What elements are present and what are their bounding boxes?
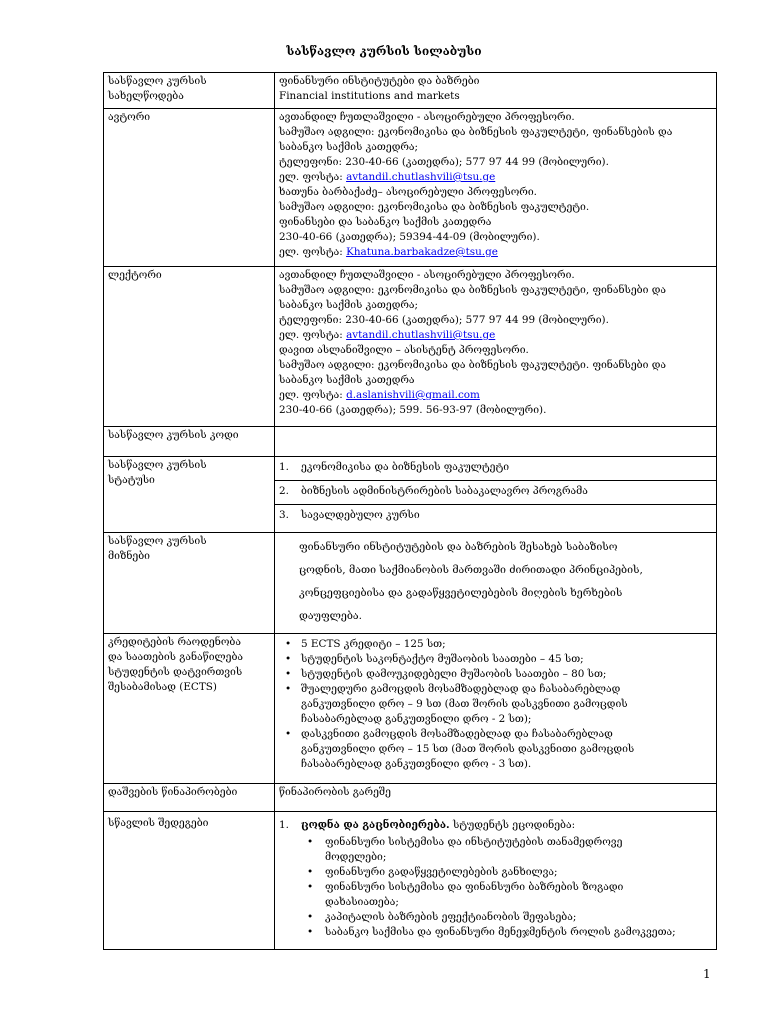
label-prerequisites: დაშვების წინაპირობები [104, 784, 275, 812]
author-email-link-2[interactable]: Khatuna.barbakadze@tsu.ge [346, 246, 498, 258]
list-item: • ფინანსური სისტემისა და ფინანსური ბაზრების ზოგადი დახასიათება; [279, 880, 712, 910]
row-author [104, 109, 717, 267]
row-prerequisites [104, 784, 717, 812]
list-item: • 5 ECTS კრედიტი – 125 სთ; [279, 637, 712, 652]
list-item: • დასკვნითი გამოცდის მოსამზადებლად და ჩასაბარებლად განკუთვნილი დრო – 15 სთ (მათ შორის დასკვნითი გამოცდის ჩასაბარებლად განკუთვნილი დრო - 3 სთ). [279, 727, 712, 772]
author-email-link-1[interactable]: avtandil.chutlashvili@tsu.ge [346, 171, 496, 183]
row-lecturer [104, 267, 717, 427]
row-course-name [104, 73, 717, 109]
value-author: ავთანდილ ჩუთლაშვილი - ასოცირებული პროფესორი. სამუშაო ადგილი: ეკონომიკისა და ბიზნესის ფაკულტეტი, ფინანსების და საბანკო საქმის კათედრა; ტელეფონი: 230-40-66 (კათედრა); 577 97 44 99 (მობილური). ელ. ფოსტა: avtandil.chutlashvili@tsu.ge ხათუნა ბარბაქაძე– ასოცირებული პროფესორი. სამუშაო ადგილი: ეკონომიკისა და ბიზნესის ფაკულტეტი. ფინანსები და საბანკო საქმის კათედრა 230-40-66 (კათედრა); 59394-44-09 (მობილური). ელ. ფოსტა: Khatuna.barbakadze@tsu.ge [275, 109, 717, 267]
label-goals: სასწავლო კურსის მიზნები [104, 533, 275, 634]
credits-list [279, 637, 712, 772]
status-item-2: 2. ბიზნესის ადმინისტრირების საბაკალავრო პროგრამა [275, 481, 717, 505]
value-course-code [275, 427, 717, 457]
label-course-code: სასწავლო კურსის კოდი [104, 427, 275, 457]
label-author: ავტორი [104, 109, 275, 267]
lecturer-email-link-2[interactable]: d.aslanishvili@gmail.com [346, 389, 480, 401]
lecturer-email-link-1[interactable]: avtandil.chutlashvili@tsu.ge [346, 329, 496, 341]
row-course-code [104, 427, 717, 457]
syllabus-table [103, 72, 717, 950]
value-course-name: ფინანსური ინსტიტუტები და ბაზრები Financial institutions and markets [275, 73, 717, 109]
list-item: • კაპიტალის ბაზრების ეფექტიანობის შეფასება; [279, 910, 712, 925]
status-item-3: 3. სავალდებულო კურსი [275, 505, 717, 533]
page-number: 1 [703, 967, 711, 981]
row-credits [104, 634, 717, 784]
label-outcomes: სწავლის შედეგები [104, 812, 275, 950]
page-title: სასწავლო კურსის სილაბუსი [286, 44, 482, 58]
list-item: • ფინანსური გადაწყვეტილებების განხილვა; [279, 865, 712, 880]
label-course-name: სასწავლო კურსის სახელწოდება [104, 73, 275, 109]
label-status: სასწავლო კურსის სტატუსი [104, 457, 275, 533]
list-item: • შუალედური გამოცდის მოსამზადებლად და ჩასაბარებლად განკუთვნილი დრო – 9 სთ (მათ შორის დასკვნითი გამოცდის ჩასაბარებლად განკუთვნილი დრო - 2 სთ); [279, 682, 712, 727]
label-lecturer: ლექტორი [104, 267, 275, 427]
value-outcomes: 1. ცოდნა და გაცნობიერება. სტუდენტს ეცოდინება: • ფინანსური სისტემისა და ინსტიტუტების თანამედროვე მოდელები; • ფინანსური გადაწყვეტილებების განხილვა; • ფინანსური სისტემისა და ფინანსური ბაზრების ზოგადი დახასიათება; • კაპიტალის ბაზრების ეფექტიანობის შეფასება; • საბანკო საქმისა და ფინანსური მენეჯმენტის როლის გამოკვეთა; [275, 812, 717, 950]
list-item: • საბანკო საქმისა და ფინანსური მენეჯმენტის როლის გამოკვეთა; [279, 925, 712, 940]
label-credits: კრედიტების რაოდენობა და საათების განაწილება სტუდენტის დატვირთვის შესაბამისად (ECTS) [104, 634, 275, 784]
list-item: • სტუდენტის საკონტაქტო მუშაობის საათები – 45 სთ; [279, 652, 712, 667]
status-item-1: 1. ეკონომიკისა და ბიზნესის ფაკულტეტი [275, 457, 717, 481]
value-goals: ფინანსური ინსტიტუტების და ბაზრების შესახებ საბაზისო ცოდნის, მათი საქმიანობის მართვაში ძირითადი პრინციპების, კონცეფციებისა და გადაწყვეტილებების მიღების ხერხების დაუფლება. [275, 533, 717, 634]
list-item: • ფინანსური სისტემისა და ინსტიტუტების თანამედროვე მოდელები; [279, 835, 712, 865]
value-lecturer: ავთანდილ ჩუთლაშვილი - ასოცირებული პროფესორი. სამუშაო ადგილი: ეკონომიკისა და ბიზნესის ფაკულტეტი, ფინანსები და საბანკო საქმის კათედრა; ტელეფონი: 230-40-66 (კათედრა); 577 97 44 99 (მობილური). ელ. ფოსტა: avtandil.chutlashvili@tsu.ge დავით ასლანიშვილი – ასისტენტ პროფესორი. სამუშაო ადგილი: ეკონომიკისა და ბიზნესის ფაკულტეტი. ფინანსები და საბანკო საქმის კათედრა ელ. ფოსტა: d.aslanishvili@gmail.com 230-40-66 (კათედრა); 599. 56-93-97 (მობილური). [275, 267, 717, 427]
value-prerequisites: წინაპირობის გარეშე [275, 784, 717, 812]
row-outcomes [104, 812, 717, 950]
outcomes-list [279, 835, 712, 940]
row-status-1 [104, 457, 717, 481]
value-credits [275, 634, 717, 784]
row-goals [104, 533, 717, 634]
list-item: • სტუდენტის დამოუკიდებელი მუშაობის საათები – 80 სთ; [279, 667, 712, 682]
